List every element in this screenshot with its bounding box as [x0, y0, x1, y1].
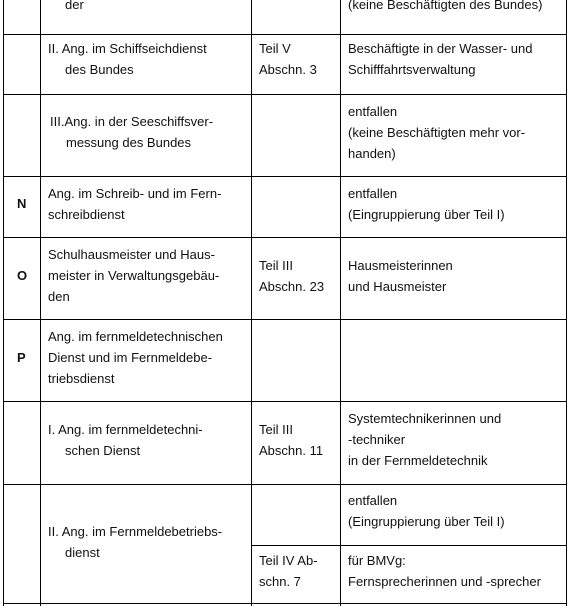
table-row-4-reference: Teil III Abschn. 23	[259, 258, 325, 294]
column-divider-2	[251, 0, 252, 606]
table-row-0-remark: (keine Beschäftigten des Bundes)	[348, 0, 543, 12]
table-row-3-description: Ang. im Schreib- und im Fern- schreibdienst	[48, 186, 222, 222]
row-divider	[3, 603, 567, 604]
group-letter-o: O	[17, 268, 28, 283]
table-row-6-reference: Teil III Abschn. 11	[259, 422, 324, 458]
table-row-4-remark: Hausmeisterinnen und Hausmeister	[348, 258, 453, 294]
table-row-7-description: II. Ang. im Fernmeldebetriebs- dienst	[48, 524, 223, 560]
group-letter-p: P	[17, 350, 26, 365]
column-divider-1	[40, 0, 41, 606]
table-row-5-description: Ang. im fernmeldetechnischen Dienst und im Fernmeldebe- triebsdienst	[48, 329, 223, 386]
table-row-1-remark: Beschäftigte in der Wasser- und Schifffahrtsverwaltung	[348, 41, 533, 77]
row-divider	[3, 237, 567, 238]
table-row-6-remark: Systemtechnikerinnen und -techniker in der Fernmeldetechnik	[348, 411, 502, 468]
table-row-7-remark: entfallen (Eingruppierung über Teil I)	[348, 493, 505, 529]
row-divider	[3, 94, 567, 95]
table-row-2-description: III.Ang. in der Seeschiffsver- messung des Bundes	[50, 114, 214, 150]
row-divider	[3, 176, 567, 177]
table-border-left	[3, 0, 4, 606]
table-row-6-description: I. Ang. im fernmeldetechni- schen Dienst	[48, 422, 203, 458]
table-row-1-reference: Teil V Abschn. 3	[259, 41, 317, 77]
row-divider	[3, 401, 567, 402]
table-row-8-remark: für BMVg: Fernsprecherinnen und -sprecher	[348, 553, 541, 589]
row-divider	[3, 319, 567, 320]
table-row-3-remark: entfallen (Eingruppierung über Teil I)	[348, 186, 505, 222]
column-divider-3	[340, 0, 341, 606]
group-letter-n: N	[17, 196, 27, 211]
table-border-right	[566, 0, 567, 606]
row-divider-partial	[251, 545, 567, 546]
table-row-8-reference: Teil IV Ab- schn. 7	[259, 553, 318, 589]
table-row-2-remark: entfallen (keine Beschäftigten mehr vor- handen)	[348, 104, 526, 161]
table-row-1-description: II. Ang. im Schiffseichdienst des Bundes	[48, 41, 207, 77]
row-divider	[3, 34, 567, 35]
table-row-0-description: der	[65, 0, 84, 12]
table-row-4-description: Schulhausmeister und Haus- meister in Verwaltungsgebäu- den	[48, 247, 220, 304]
row-divider	[3, 484, 567, 485]
